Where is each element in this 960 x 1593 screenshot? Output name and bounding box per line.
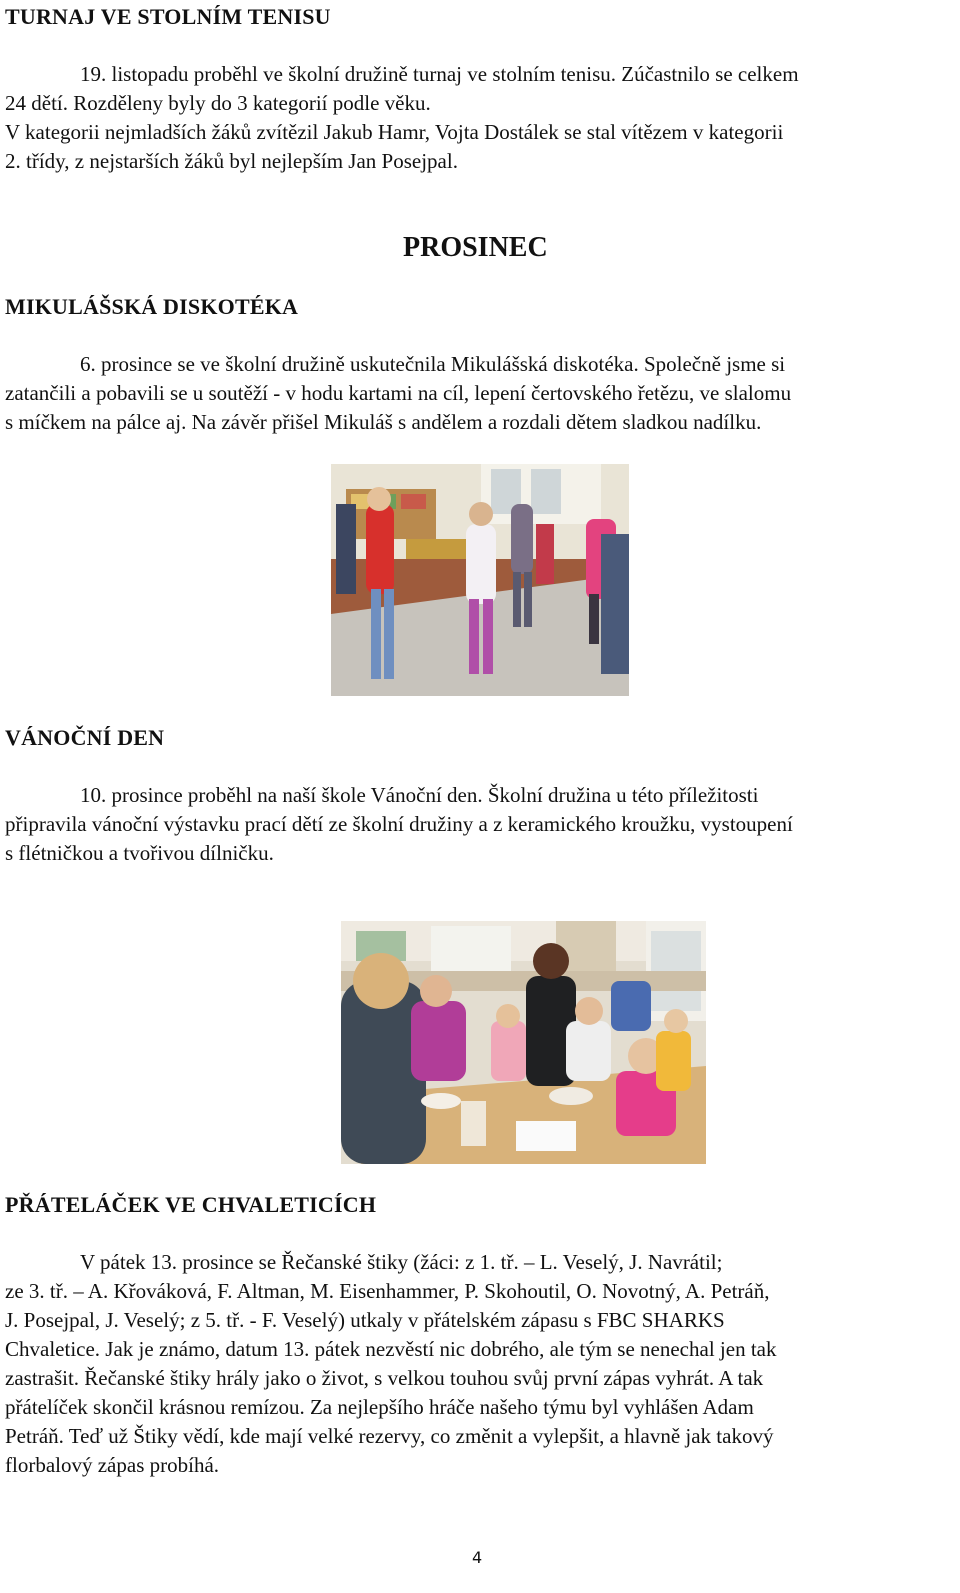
text-line: J. Posejpal, J. Veselý; z 5. tř. - F. Veselý) utkaly v přátelském zápasu s FBC SHARKS bbox=[5, 1308, 725, 1332]
tournament-paragraph bbox=[5, 60, 955, 176]
text-line: 19. listopadu proběhl ve školní družině turnaj ve stolním tenisu. Zúčastnilo se celkem bbox=[80, 62, 799, 86]
text-line: přátelíček skončil krásnou remízou. Za nejlepšího hráče našeho týmu byl vyhlášen Adam bbox=[5, 1395, 754, 1419]
text-line: Petráň. Teď už Štiky vědí, kde mají velké rezervy, co změnit a vylepšit, a hlavně jak takový bbox=[5, 1424, 774, 1448]
text-line: s míčkem na pálce aj. Na závěr přišel Mikuláš s andělem a rozdali dětem sladkou nadílku. bbox=[5, 410, 762, 434]
month-heading: PROSINEC bbox=[403, 232, 548, 263]
text-line: V kategorii nejmladších žáků zvítězil Jakub Hamr, Vojta Dostálek se stal vítězem v kategorii bbox=[5, 120, 784, 144]
disco-heading: MIKULÁŠSKÁ DISKOTÉKA bbox=[5, 294, 299, 319]
disco-photo bbox=[331, 464, 629, 696]
disco-paragraph bbox=[5, 350, 955, 437]
text-line: zatančili a pobavili se u soutěží - v hodu kartami na cíl, lepení čertovského řetězu, ve slalomu bbox=[5, 381, 792, 405]
tournament-heading: TURNAJ VE STOLNÍM TENISU bbox=[5, 4, 331, 29]
text-line: 2. třídy, z nejstarších žáků byl nejlepším Jan Posejpal. bbox=[5, 149, 458, 173]
text-line: Chvaletice. Jak je známo, datum 13. pátek nezvěstí nic dobrého, ale tým se nenechal jen tak bbox=[5, 1337, 777, 1361]
christmas-photo bbox=[341, 921, 706, 1164]
christmas-paragraph bbox=[5, 781, 955, 868]
text-line: 24 dětí. Rozděleny byly do 3 kategorií podle věku. bbox=[5, 91, 431, 115]
text-line: s flétničkou a tvořivou dílničku. bbox=[5, 841, 274, 865]
friendly-heading: PŘÁTELÁČEK VE CHVALETICÍCH bbox=[5, 1192, 377, 1217]
text-line: florbalový zápas probíhá. bbox=[5, 1453, 220, 1477]
christmas-heading: VÁNOČNÍ DEN bbox=[5, 725, 165, 750]
page-number: 4 bbox=[472, 1548, 483, 1567]
text-line: zastrašit. Řečanské štiky hrály jako o život, s velkou touhou svůj první zápas vyhrát. A tak bbox=[5, 1366, 764, 1390]
text-line: připravila vánoční výstavku prací dětí ze školní družiny a z keramického kroužku, vystoupení bbox=[5, 812, 793, 836]
text-line: V pátek 13. prosince se Řečanské štiky (žáci: z 1. tř. – L. Veselý, J. Navrátil; bbox=[80, 1250, 723, 1274]
text-line: ze 3. tř. – A. Křováková, F. Altman, M. Eisenhammer, P. Skohoutil, O. Novotný, A. Petráň, bbox=[5, 1279, 770, 1303]
friendly-paragraph bbox=[5, 1248, 955, 1480]
text-line: 10. prosince proběhl na naší škole Vánoční den. Školní družina u této příležitosti bbox=[80, 783, 759, 807]
text-line: 6. prosince se ve školní družině uskutečnila Mikulášská diskotéka. Společně jsme si bbox=[80, 352, 786, 376]
